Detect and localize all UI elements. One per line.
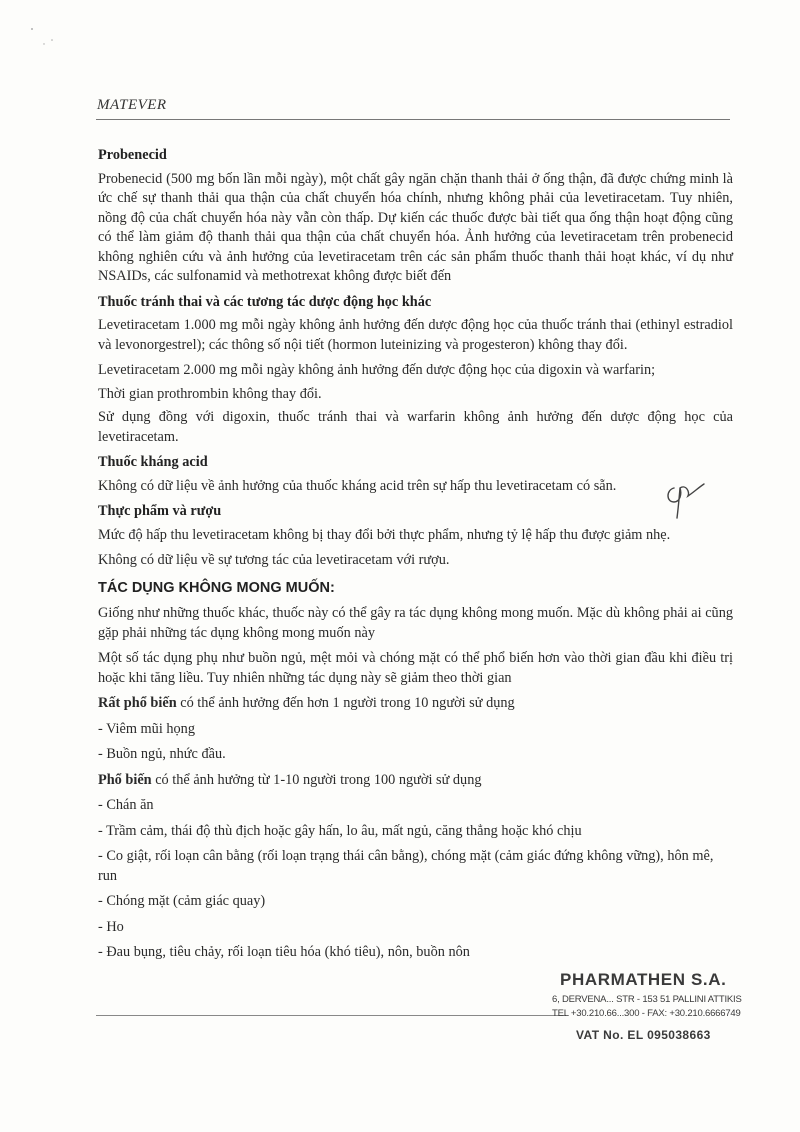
footer-divider: [96, 1015, 566, 1016]
stamp-phone-fax: TEL +30.210.66...300 - FAX: +30.210.6666749: [552, 1008, 741, 1019]
list-item: - Chán ăn: [98, 797, 154, 813]
paragraph-contraceptives-1: Levetiracetam 1.000 mg mỗi ngày không ảnh hưởng đến dược động học của thuốc tránh thai (ethinyl estradiol và levonorgestrel); các thông số nội tiết (hormon luteinizing và progesteron) không thay đổi.: [98, 317, 733, 353]
header-divider: [96, 119, 730, 120]
stamp-address: 6, DERVENA... STR - 153 51 PALLINI ATTIKIS: [552, 994, 742, 1005]
scan-specks: [0, 0, 80, 60]
list-item: - Ho: [98, 918, 124, 935]
list-item: - Trầm cảm, thái độ thù địch hoặc gây hấn, lo âu, mất ngủ, căng thẳng hoặc khó chịu: [98, 822, 582, 839]
stamp-company-name: PHARMATHEN S.A.: [560, 970, 727, 989]
paragraph-contraceptives-2: Levetiracetam 2.000 mg mỗi ngày không ảnh hưởng đến dược động học của digoxin và warfarin;: [98, 362, 656, 378]
paragraph-food-1: Mức độ hấp thu levetiracetam không bị thay đổi bởi thực phẩm, nhưng tỷ lệ hấp thu được giảm nhẹ.: [98, 526, 671, 543]
list-item: - Đau bụng, tiêu chảy, rối loạn tiêu hóa (khó tiêu), nôn, buồn nôn: [98, 944, 470, 960]
frequency-very-common: [98, 694, 733, 714]
document-body: [98, 146, 733, 969]
stamp-vat-number: VAT No. EL 095038663: [576, 1028, 711, 1042]
document-header-title: MATEVER: [97, 97, 167, 113]
section-heading-probenecid: Probenecid: [98, 147, 167, 163]
list-item: - Buồn ngủ, nhức đầu.: [98, 746, 226, 762]
frequency-common-label: Phổ biến: [98, 771, 152, 788]
paragraph-contraceptives-3: Thời gian prothrombin không thay đổi.: [98, 385, 322, 402]
frequency-common-text: có thể ảnh hưởng từ 1-10 người trong 100 người sử dụng: [151, 771, 482, 788]
company-stamp: [548, 970, 742, 1050]
list-item: - Viêm mũi họng: [98, 720, 195, 737]
frequency-very-common-label: Rất phổ biến: [98, 695, 177, 711]
paragraph-probenecid: Probenecid (500 mg bốn lần mỗi ngày), một chất gây ngăn chặn thanh thải ở ống thận, đã được chứng minh là ức chế sự thanh thải qua thận của chất chuyển hóa chính, nhưng không phải của levetiracetam. Tuy nhiên, nồng độ của chất chuyển hóa này vẫn còn thấp. Dự kiến các thuốc được bài tiết qua ống thận hoạt động cũng có thể làm giảm độ thanh thải qua thận của chất chuyển hóa. Ảnh hưởng của levetiracetam trên probenecid không nghiên cứu và ảnh hưởng của levetiracetam trên các sản phẩm thuốc thanh thải hoạt khác, ví dụ như NSAIDs, các sulfonamid và methotrexat không được biết đến: [98, 170, 733, 284]
paragraph-food-2: Không có dữ liệu về sự tương tác của levetiracetam với rượu.: [98, 552, 450, 568]
section-heading-food: Thực phẩm và rượu: [98, 503, 222, 519]
section-heading-antacids: Thuốc kháng acid: [98, 454, 208, 470]
section-heading-adverse-effects: TÁC DỤNG KHÔNG MONG MUỐN:: [98, 579, 335, 596]
list-item: - Co giật, rối loạn cân bằng (rối loạn trạng thái cân bằng), chóng mặt (cảm giác đứng không vững), hôn mê, run: [98, 848, 714, 884]
paragraph-adverse-1: Giống như những thuốc khác, thuốc này có thể gây ra tác dụng không mong muốn. Mặc dù không phải ai cũng gặp phải những tác dụng không mong muốn này: [98, 605, 733, 641]
frequency-very-common-text: có thể ảnh hưởng đến hơn 1 người trong 10 người sử dụng: [176, 695, 515, 711]
paragraph-antacids: Không có dữ liệu về ảnh hưởng của thuốc kháng acid trên sự hấp thu levetiracetam có sẵn.: [98, 477, 617, 494]
paragraph-adverse-2: Một số tác dụng phụ như buồn ngủ, mệt mỏi và chóng mặt có thể phổ biến hơn vào thời gian đầu khi điều trị hoặc khi tăng liều. Tuy nhiên những tác dụng này sẽ giảm theo thời gian: [98, 650, 733, 686]
paragraph-contraceptives-4: Sử dụng đồng với digoxin, thuốc tránh thai và warfarin không ảnh hưởng đến dược động học của levetiracetam.: [98, 409, 733, 445]
list-item: - Chóng mặt (cảm giác quay): [98, 893, 266, 909]
frequency-common: [98, 771, 733, 791]
handwritten-initial-signature: [660, 470, 708, 520]
section-heading-contraceptives: Thuốc tránh thai và các tương tác dược động học khác: [98, 293, 432, 310]
